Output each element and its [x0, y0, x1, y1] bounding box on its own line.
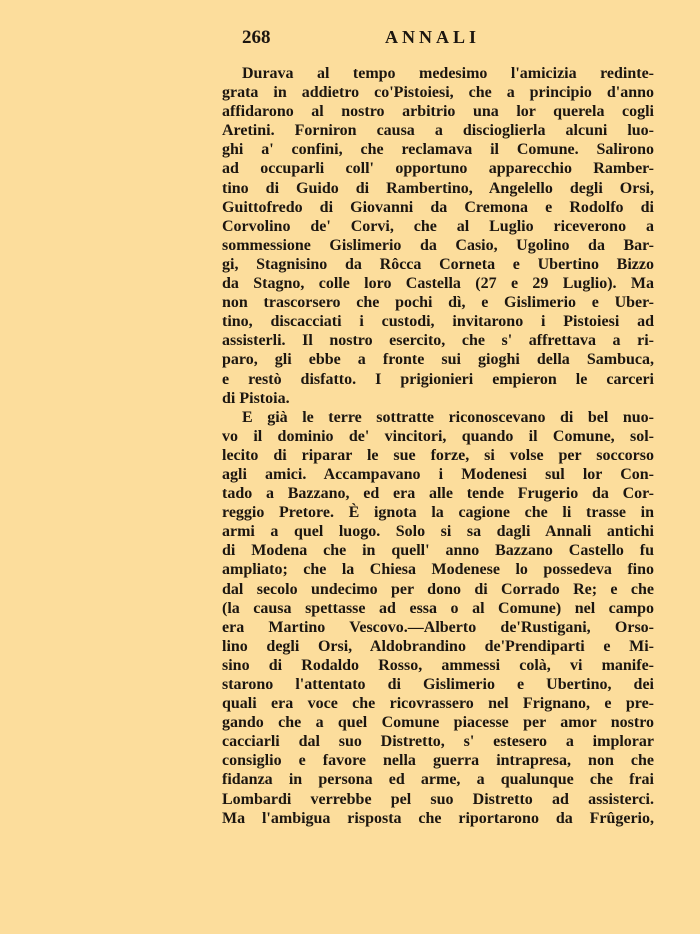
text-line: Corvolino de' Corvi, che al Luglio riceverono a	[222, 217, 654, 235]
text-line: Durava al tempo medesimo l'amicizia redinte-	[242, 65, 654, 82]
text-line: Aretini. Forniron causa a discioglierla alcuni luo-	[222, 122, 654, 140]
text-line: Lombardi verrebbe pel suo Distretto ad assisterci.	[222, 790, 654, 808]
text-line: dal secolo undecimo per dono di Corrado Re; e che	[222, 580, 654, 598]
text-line: ghi a' confini, che reclamava il Comune. Salirono	[222, 141, 654, 159]
text-line: tino di Guido di Rambertino, Angelello degli Orsi,	[222, 179, 654, 197]
running-head: ANNALI	[385, 27, 481, 47]
text-line: Ma l'ambigua risposta che riportarono da Frûgerio,	[222, 809, 654, 827]
text-line: starono l'attentato di Gislimerio e Ubertino, dei	[222, 676, 654, 693]
text-line: consiglio e favore nella guerra intrapresa, non che	[222, 752, 654, 770]
text-line: Guittofredo di Giovanni da Cremona e Rodolfo di	[222, 198, 654, 216]
text-line: armi a quel luogo. Solo si sa dagli Annali antichi	[222, 523, 654, 541]
text-line: affidarono al nostro arbitrio una lor querela cogli	[222, 103, 654, 121]
text-line: cacciarli dal suo Distretto, s' estesero a implorar	[222, 733, 654, 751]
text-line: non trascorsero che pochi dì, e Gislimerio e Uber-	[222, 294, 654, 312]
text-line: reggio Pretore. È ignota la cagione che li trasse in	[222, 504, 654, 522]
text-line: E già le terre sottratte riconoscevano di bel nuo-	[242, 408, 654, 426]
text-line: ad occuparli coll' opportuno apparecchio Ramber-	[222, 160, 654, 178]
text-line: lecito di riparar le sue forze, si volse per soccorso	[222, 446, 654, 464]
text-line: assisterli. Il nostro esercito, che s' affrettava a ri-	[222, 332, 654, 350]
text-line: di Modena che in quell' anno Bazzano Castello fu	[222, 542, 654, 560]
page-number: 268	[242, 27, 271, 48]
text-line: tino, discacciati i custodi, invitarono i Pistoiesi ad	[222, 313, 654, 331]
text-line: quali era voce che ricovrassero nel Frignano, e pre-	[222, 695, 654, 713]
text-line: fidanza in persona ed arme, a qualunque che frai	[222, 771, 654, 789]
text-line: e restò disfatto. I prigionieri empieron le carceri	[222, 370, 654, 388]
body-text	[222, 64, 654, 828]
text-line: tado a Bazzano, ed era alle tende Frugerio da Cor-	[222, 485, 654, 503]
text-line: gando che a quel Comune piacesse per amor nostro	[222, 714, 654, 732]
text-line: grata in addietro co'Pistoiesi, che a principio d'anno	[222, 84, 654, 102]
text-line: era Martino Vescovo.—Alberto de'Rustigani, Orso-	[222, 618, 654, 636]
text-line: vo il dominio de' vincitori, quando il Comune, sol-	[222, 427, 654, 445]
text-line: (la causa spettasse ad essa o al Comune) nel campo	[222, 599, 654, 617]
text-line: paro, gli ebbe a fronte sui gioghi della Sambuca,	[222, 351, 654, 369]
text-line: ampliato; che la Chiesa Modenese lo possedeva fino	[222, 561, 654, 579]
text-line: di Pistoia.	[222, 389, 290, 407]
text-line: gi, Stagnisino da Rôcca Corneta e Ubertino Bizzo	[222, 255, 654, 273]
text-line: sommessione Gislimerio da Casio, Ugolino da Bar-	[222, 236, 654, 254]
text-line: da Stagno, colle loro Castella (27 e 29 Luglio). Ma	[222, 275, 654, 293]
text-line: lino degli Orsi, Aldobrandino de'Prendiparti e Mi-	[222, 637, 654, 655]
text-line: agli amici. Accampavano i Modenesi sul lor Con-	[222, 465, 654, 483]
text-line: sino di Rodaldo Rosso, ammessi colà, vi manife-	[222, 656, 654, 674]
